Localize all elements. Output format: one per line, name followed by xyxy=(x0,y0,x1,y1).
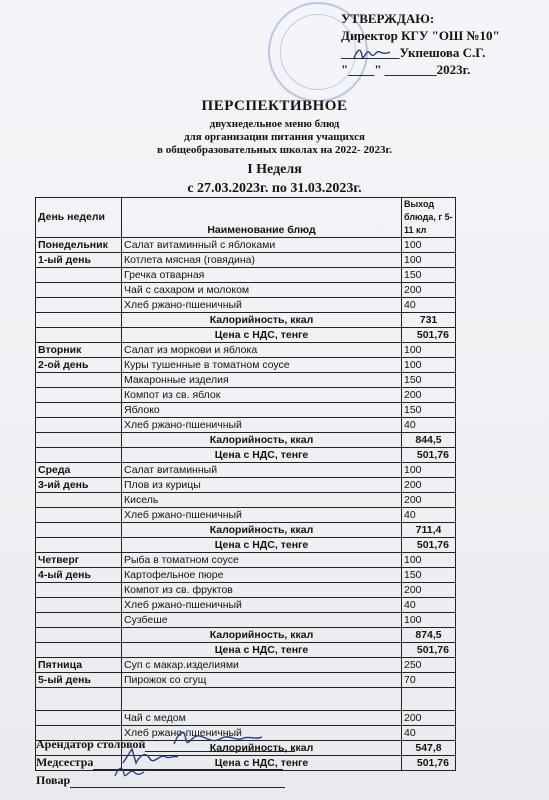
table-row xyxy=(36,418,456,433)
yield-cell xyxy=(402,688,456,711)
yield-cell: 100 xyxy=(402,253,456,268)
dish-cell: Чай с сахаром и молоком xyxy=(122,283,402,298)
yield-cell: 200 xyxy=(402,283,456,298)
price-row xyxy=(36,643,456,658)
dish-cell: Куры тушенные в томатном соусе xyxy=(122,358,402,373)
yield-cell: 200 xyxy=(402,493,456,508)
price-row xyxy=(36,538,456,553)
table-row xyxy=(36,508,456,523)
yield-cell: 70 xyxy=(402,673,456,688)
dish-cell: Яблоко xyxy=(122,403,402,418)
yield-cell: 100 xyxy=(402,613,456,628)
tenant-signature-icon xyxy=(170,726,265,750)
document-subtitle xyxy=(0,118,549,157)
empty-cell xyxy=(36,523,122,538)
dish-cell: Кисель xyxy=(122,493,402,508)
yield-cell: 40 xyxy=(402,598,456,613)
day-cell: 5-ый день xyxy=(36,673,122,688)
dish-cell: Суп с макар.изделиями xyxy=(122,658,402,673)
yield-cell: 100 xyxy=(402,358,456,373)
price-label: Цена с НДС, тенге xyxy=(122,756,402,771)
dish-cell xyxy=(122,688,402,711)
table-row xyxy=(36,598,456,613)
day-cell: Среда xyxy=(36,463,122,478)
table-row xyxy=(36,268,456,283)
calories-label: Калорийность, ккал xyxy=(122,313,402,328)
day-cell: Пятница xyxy=(36,658,122,673)
document-title: ПЕРСПЕКТИВНОЕ xyxy=(201,98,348,114)
table-row xyxy=(36,283,456,298)
dish-cell: Плов из курицы xyxy=(122,478,402,493)
calories-value: 844,5 xyxy=(402,433,456,448)
dish-cell: Компот из св. яблок xyxy=(122,388,402,403)
dish-cell: Гречка отварная xyxy=(122,268,402,283)
cook-label: Повар xyxy=(36,773,71,787)
dish-cell: Картофельное пюре xyxy=(122,568,402,583)
day-cell: 2-ой день xyxy=(36,358,122,373)
dish-cell: Чай с медом xyxy=(122,711,402,726)
subtitle-line: двухнедельное меню блюд xyxy=(209,118,340,130)
table-header-row xyxy=(36,198,456,238)
tenant-label: Арендатор столовой xyxy=(36,737,146,751)
calories-value: 874,5 xyxy=(402,628,456,643)
empty-cell xyxy=(36,433,122,448)
table-row xyxy=(36,358,456,373)
price-value: 501,76 xyxy=(402,328,456,343)
day-cell xyxy=(36,268,122,283)
col-day-header: День недели xyxy=(36,198,122,238)
calories-row xyxy=(36,313,456,328)
calories-label: Калорийность, ккал xyxy=(122,741,402,756)
table-row xyxy=(36,583,456,598)
week-label: I Неделя xyxy=(247,162,302,177)
table-row xyxy=(36,493,456,508)
dish-cell: Салат витаминный с яблоками xyxy=(122,238,402,253)
day-cell xyxy=(36,298,122,313)
table-row xyxy=(36,238,456,253)
cook-signature-icon xyxy=(112,762,146,782)
yield-cell: 150 xyxy=(402,568,456,583)
table-row xyxy=(36,673,456,688)
yield-cell: 200 xyxy=(402,583,456,598)
day-cell xyxy=(36,493,122,508)
calories-row xyxy=(36,523,456,538)
yield-cell: 100 xyxy=(402,343,456,358)
table-row xyxy=(36,253,456,268)
dish-cell: Сузбеше xyxy=(122,613,402,628)
dish-cell: Хлеб ржано-пшеничный xyxy=(122,298,402,313)
day-cell xyxy=(36,583,122,598)
col-yield-header: Выход блюда, г 5-11 кл xyxy=(402,198,456,238)
empty-cell xyxy=(36,313,122,328)
calories-value: 711,4 xyxy=(402,523,456,538)
approval-date-line: "____" ________2023г. xyxy=(341,62,471,77)
day-cell xyxy=(36,613,122,628)
yield-cell: 100 xyxy=(402,463,456,478)
day-cell xyxy=(36,403,122,418)
calories-label: Калорийность, ккал xyxy=(122,628,402,643)
day-cell: Четверг xyxy=(36,553,122,568)
price-label: Цена с НДС, тенге xyxy=(122,328,402,343)
price-value: 501,76 xyxy=(402,538,456,553)
yield-cell: 200 xyxy=(402,478,456,493)
yield-cell: 150 xyxy=(402,403,456,418)
price-row xyxy=(36,328,456,343)
empty-cell xyxy=(36,448,122,463)
price-value: 501,76 xyxy=(402,643,456,658)
day-cell xyxy=(36,508,122,523)
dish-cell: Пирожок со сгущ xyxy=(122,673,402,688)
day-cell: 3-ий день xyxy=(36,478,122,493)
subtitle-line: в общеобразовательных школах на 2022- 2023г. xyxy=(157,144,392,156)
yield-cell: 100 xyxy=(402,553,456,568)
dish-cell: Хлеб ржано-пшеничный xyxy=(122,418,402,433)
price-value: 501,76 xyxy=(402,756,456,771)
empty-cell xyxy=(36,628,122,643)
empty-cell xyxy=(36,538,122,553)
calories-value: 731 xyxy=(402,313,456,328)
footer-cook xyxy=(36,773,285,788)
nurse-label: Медсестра xyxy=(36,755,94,769)
table-row xyxy=(36,658,456,673)
price-label: Цена с НДС, тенге xyxy=(122,538,402,553)
cook-signature-line xyxy=(70,787,285,788)
dish-cell: Хлеб ржано-пшеничный xyxy=(122,726,402,741)
yield-cell: 40 xyxy=(402,508,456,523)
approve-heading: УТВЕРЖДАЮ: xyxy=(341,11,435,26)
yield-cell: 250 xyxy=(402,658,456,673)
day-cell xyxy=(36,388,122,403)
day-cell xyxy=(36,283,122,298)
calories-row xyxy=(36,433,456,448)
dish-cell: Салат витаминный xyxy=(122,463,402,478)
yield-cell: 40 xyxy=(402,298,456,313)
calories-row xyxy=(36,628,456,643)
yield-cell: 200 xyxy=(402,711,456,726)
yield-cell: 200 xyxy=(402,388,456,403)
menu-table xyxy=(35,197,456,771)
table-row xyxy=(36,373,456,388)
table-row xyxy=(36,403,456,418)
table-row xyxy=(36,568,456,583)
price-row xyxy=(36,448,456,463)
day-cell: 1-ый день xyxy=(36,253,122,268)
subtitle-line: для организации питания учащихся xyxy=(184,131,365,143)
day-cell xyxy=(36,711,122,726)
dish-cell: Макаронные изделия xyxy=(122,373,402,388)
calories-label: Калорийность, ккал xyxy=(122,433,402,448)
dish-cell: Рыба в томатном соусе xyxy=(122,553,402,568)
table-row xyxy=(36,343,456,358)
dish-cell: Котлета мясная (говядина) xyxy=(122,253,402,268)
table-row xyxy=(36,553,456,568)
day-cell: Понедельник xyxy=(36,238,122,253)
table-row xyxy=(36,298,456,313)
table-row xyxy=(36,463,456,478)
period-label: с 27.03.2023г. по 31.03.2023г. xyxy=(187,181,362,196)
calories-value: 547,8 xyxy=(402,741,456,756)
empty-cell xyxy=(36,643,122,658)
price-value: 501,76 xyxy=(402,448,456,463)
table-row xyxy=(36,711,456,726)
table-row xyxy=(36,478,456,493)
director-line: Директор КГУ "ОШ №10" xyxy=(341,28,500,43)
empty-cell xyxy=(36,328,122,343)
day-cell xyxy=(36,373,122,388)
dish-cell: Хлеб ржано-пшеничный xyxy=(122,598,402,613)
yield-cell: 150 xyxy=(402,268,456,283)
dish-cell: Салат из моркови и яблока xyxy=(122,343,402,358)
day-cell xyxy=(36,688,122,711)
table-row xyxy=(36,613,456,628)
director-signature-icon xyxy=(352,44,392,64)
price-label: Цена с НДС, тенге xyxy=(122,448,402,463)
dish-cell: Компот из св. фруктов xyxy=(122,583,402,598)
price-label: Цена с НДС, тенге xyxy=(122,643,402,658)
day-cell: 4-ый день xyxy=(36,568,122,583)
yield-cell: 100 xyxy=(402,238,456,253)
day-cell: Вторник xyxy=(36,343,122,358)
table-row xyxy=(36,388,456,403)
yield-cell: 40 xyxy=(402,726,456,741)
calories-label: Калорийность, ккал xyxy=(122,523,402,538)
director-signature-line: _________Укпешова С.Г. xyxy=(341,45,486,60)
yield-cell: 40 xyxy=(402,418,456,433)
yield-cell: 150 xyxy=(402,373,456,388)
day-cell xyxy=(36,598,122,613)
day-cell xyxy=(36,418,122,433)
col-dish-header: Наименование блюд xyxy=(122,198,402,238)
dish-cell: Хлеб ржано-пшеничный xyxy=(122,508,402,523)
table-row xyxy=(36,688,456,711)
